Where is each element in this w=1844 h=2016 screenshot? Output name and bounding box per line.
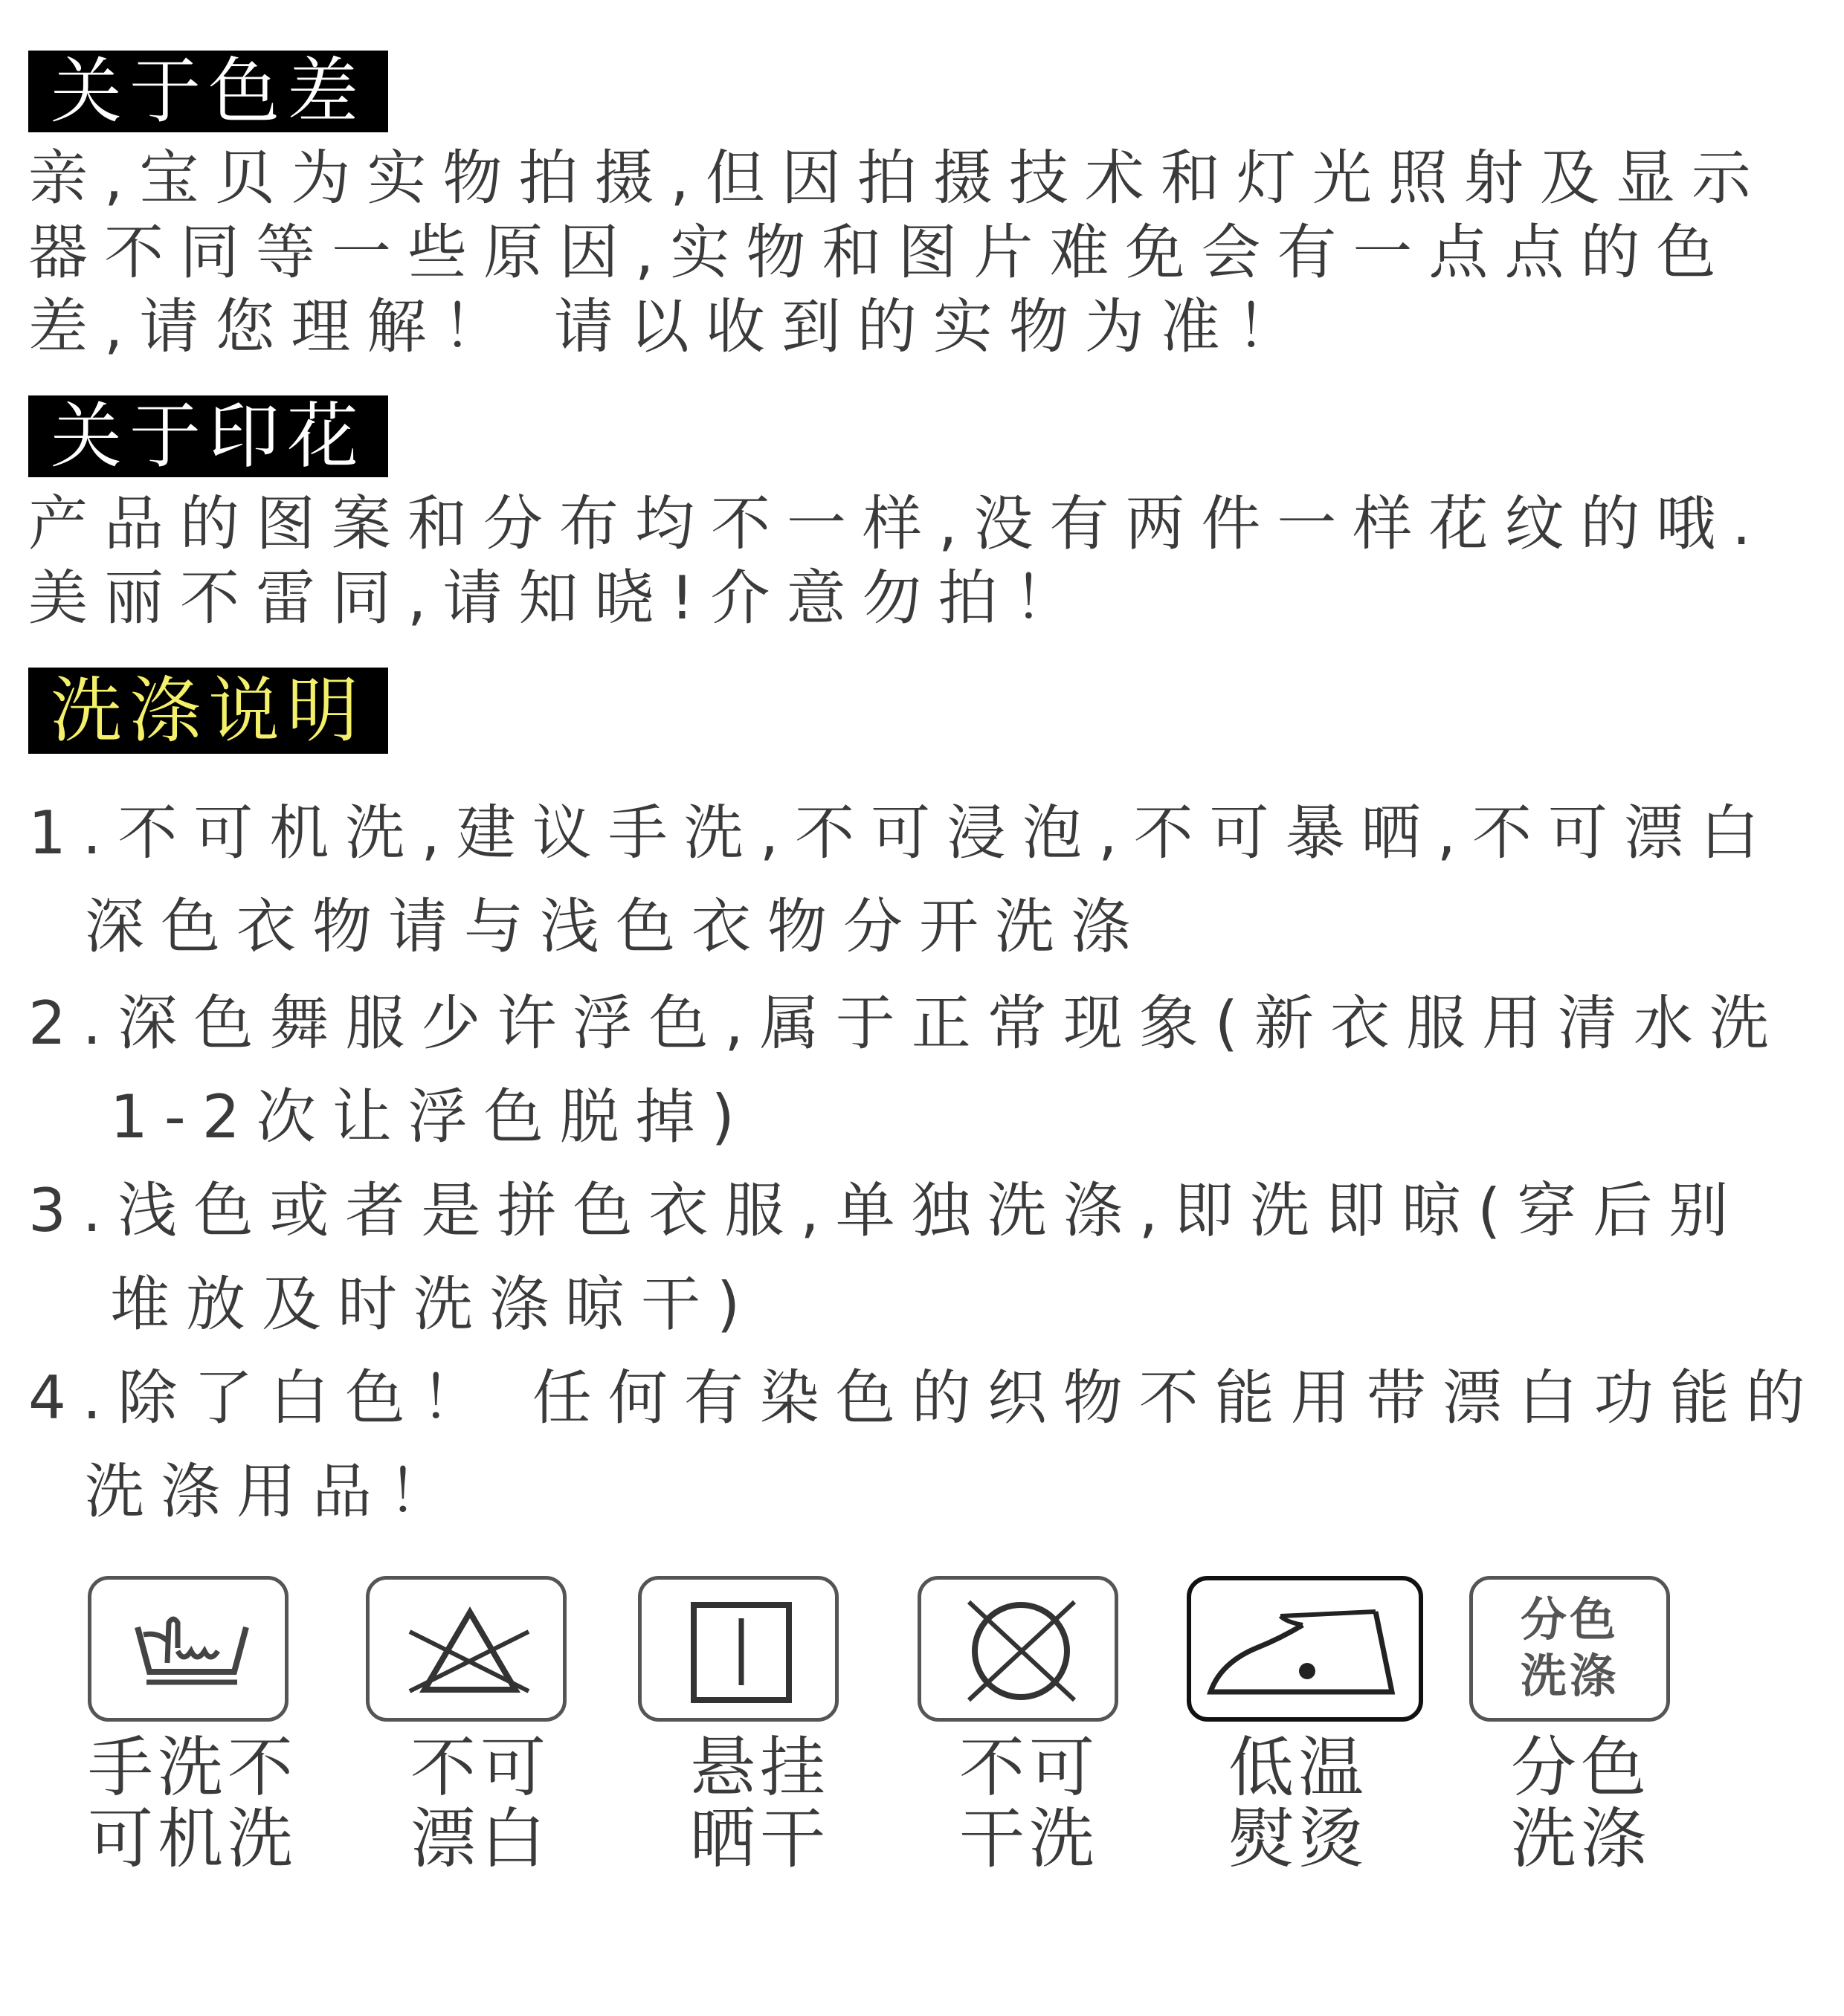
- separate-wash-icon-text: [1473, 1592, 1666, 1705]
- wash-item-line: 堆放及时洗涤晾干): [110, 1270, 757, 1339]
- wash-item: [28, 977, 1828, 1164]
- care-label-line: 不可: [959, 1729, 1100, 1806]
- print-line: 产品的图案和分布均不一样,没有两件一样花纹的哦.: [28, 489, 1767, 558]
- wash-item-line: 深色衣物请与浅色衣物分开洗涤: [85, 892, 1147, 961]
- care-label-line: 晒干: [690, 1800, 831, 1877]
- care-label-line: 不可: [410, 1729, 551, 1806]
- separate-color-wash-icon: [1469, 1576, 1670, 1722]
- care-hand-wash: [88, 1576, 311, 1875]
- care-label-line: 洗涤: [1511, 1800, 1651, 1877]
- wash-item-line: 洗涤用品！: [85, 1457, 464, 1526]
- care-label-line: 漂白: [410, 1800, 551, 1877]
- wash-item-line: 4.除了白色！ 任何有染色的织物不能用带漂白功能的: [28, 1363, 1822, 1432]
- care-label-line: 干洗: [959, 1800, 1100, 1877]
- hand-wash-icon: [88, 1576, 288, 1722]
- care-label-line: 低温: [1228, 1729, 1369, 1806]
- care-separate-wash: [1469, 1576, 1692, 1875]
- care-label: [638, 1729, 861, 1877]
- no-bleach-icon: [366, 1576, 567, 1722]
- care-label: [1187, 1729, 1410, 1877]
- care-label-line: 可机洗: [88, 1800, 298, 1877]
- color-diff-line: 差,请您理解！ 请以收到的实物为准！: [28, 292, 1312, 361]
- print-paragraph: [28, 487, 1828, 636]
- care-label-line: 分色: [1511, 1729, 1651, 1806]
- wash-item: [28, 1351, 1828, 1539]
- color-diff-paragraph: [28, 141, 1828, 364]
- care-hang-dry: [638, 1576, 861, 1875]
- color-diff-line: 亲,宝贝为实物拍摄,但因拍摄技术和灯光照射及显示: [28, 143, 1767, 213]
- wash-item: [28, 1164, 1828, 1351]
- color-diff-line: 器不同等一些原因,实物和图片难免会有一点点的色: [28, 218, 1732, 287]
- wash-item-line: 3.浅色或者是拼色衣服,单独洗涤,即洗即晾(穿后别: [28, 1176, 1745, 1245]
- care-label-line: 手洗不: [88, 1729, 298, 1806]
- wash-item: [28, 786, 1828, 974]
- care-label: [88, 1729, 311, 1877]
- care-no-dry-clean: [918, 1576, 1141, 1875]
- wash-heading: 洗涤说明: [28, 668, 388, 754]
- wash-item-line: 1-2次让浮色脱掉): [110, 1082, 751, 1151]
- print-line: 美丽不雷同,请知晓!介意勿拍！: [28, 563, 1090, 633]
- care-label: [1469, 1729, 1692, 1877]
- care-no-bleach: [366, 1576, 589, 1875]
- color-diff-heading: 关于色差: [28, 51, 388, 132]
- icon-text-line: 洗涤: [1520, 1649, 1619, 1703]
- hang-dry-icon: [638, 1576, 839, 1722]
- low-iron-icon: [1187, 1576, 1423, 1722]
- icon-text-line: 分色: [1520, 1592, 1619, 1647]
- care-low-iron: [1187, 1576, 1410, 1875]
- care-label: [366, 1729, 589, 1877]
- care-label-line: 熨烫: [1228, 1800, 1369, 1877]
- care-label-line: 悬挂: [690, 1729, 831, 1806]
- print-heading: 关于印花: [28, 395, 388, 477]
- care-label: [918, 1729, 1141, 1877]
- no-dry-clean-icon: [918, 1576, 1118, 1722]
- wash-item-line: 1.不可机洗,建议手洗,不可浸泡,不可暴晒,不可漂白: [28, 798, 1776, 868]
- wash-item-line: 2.深色舞服少许浮色,属于正常现象(新衣服用清水洗: [28, 989, 1785, 1058]
